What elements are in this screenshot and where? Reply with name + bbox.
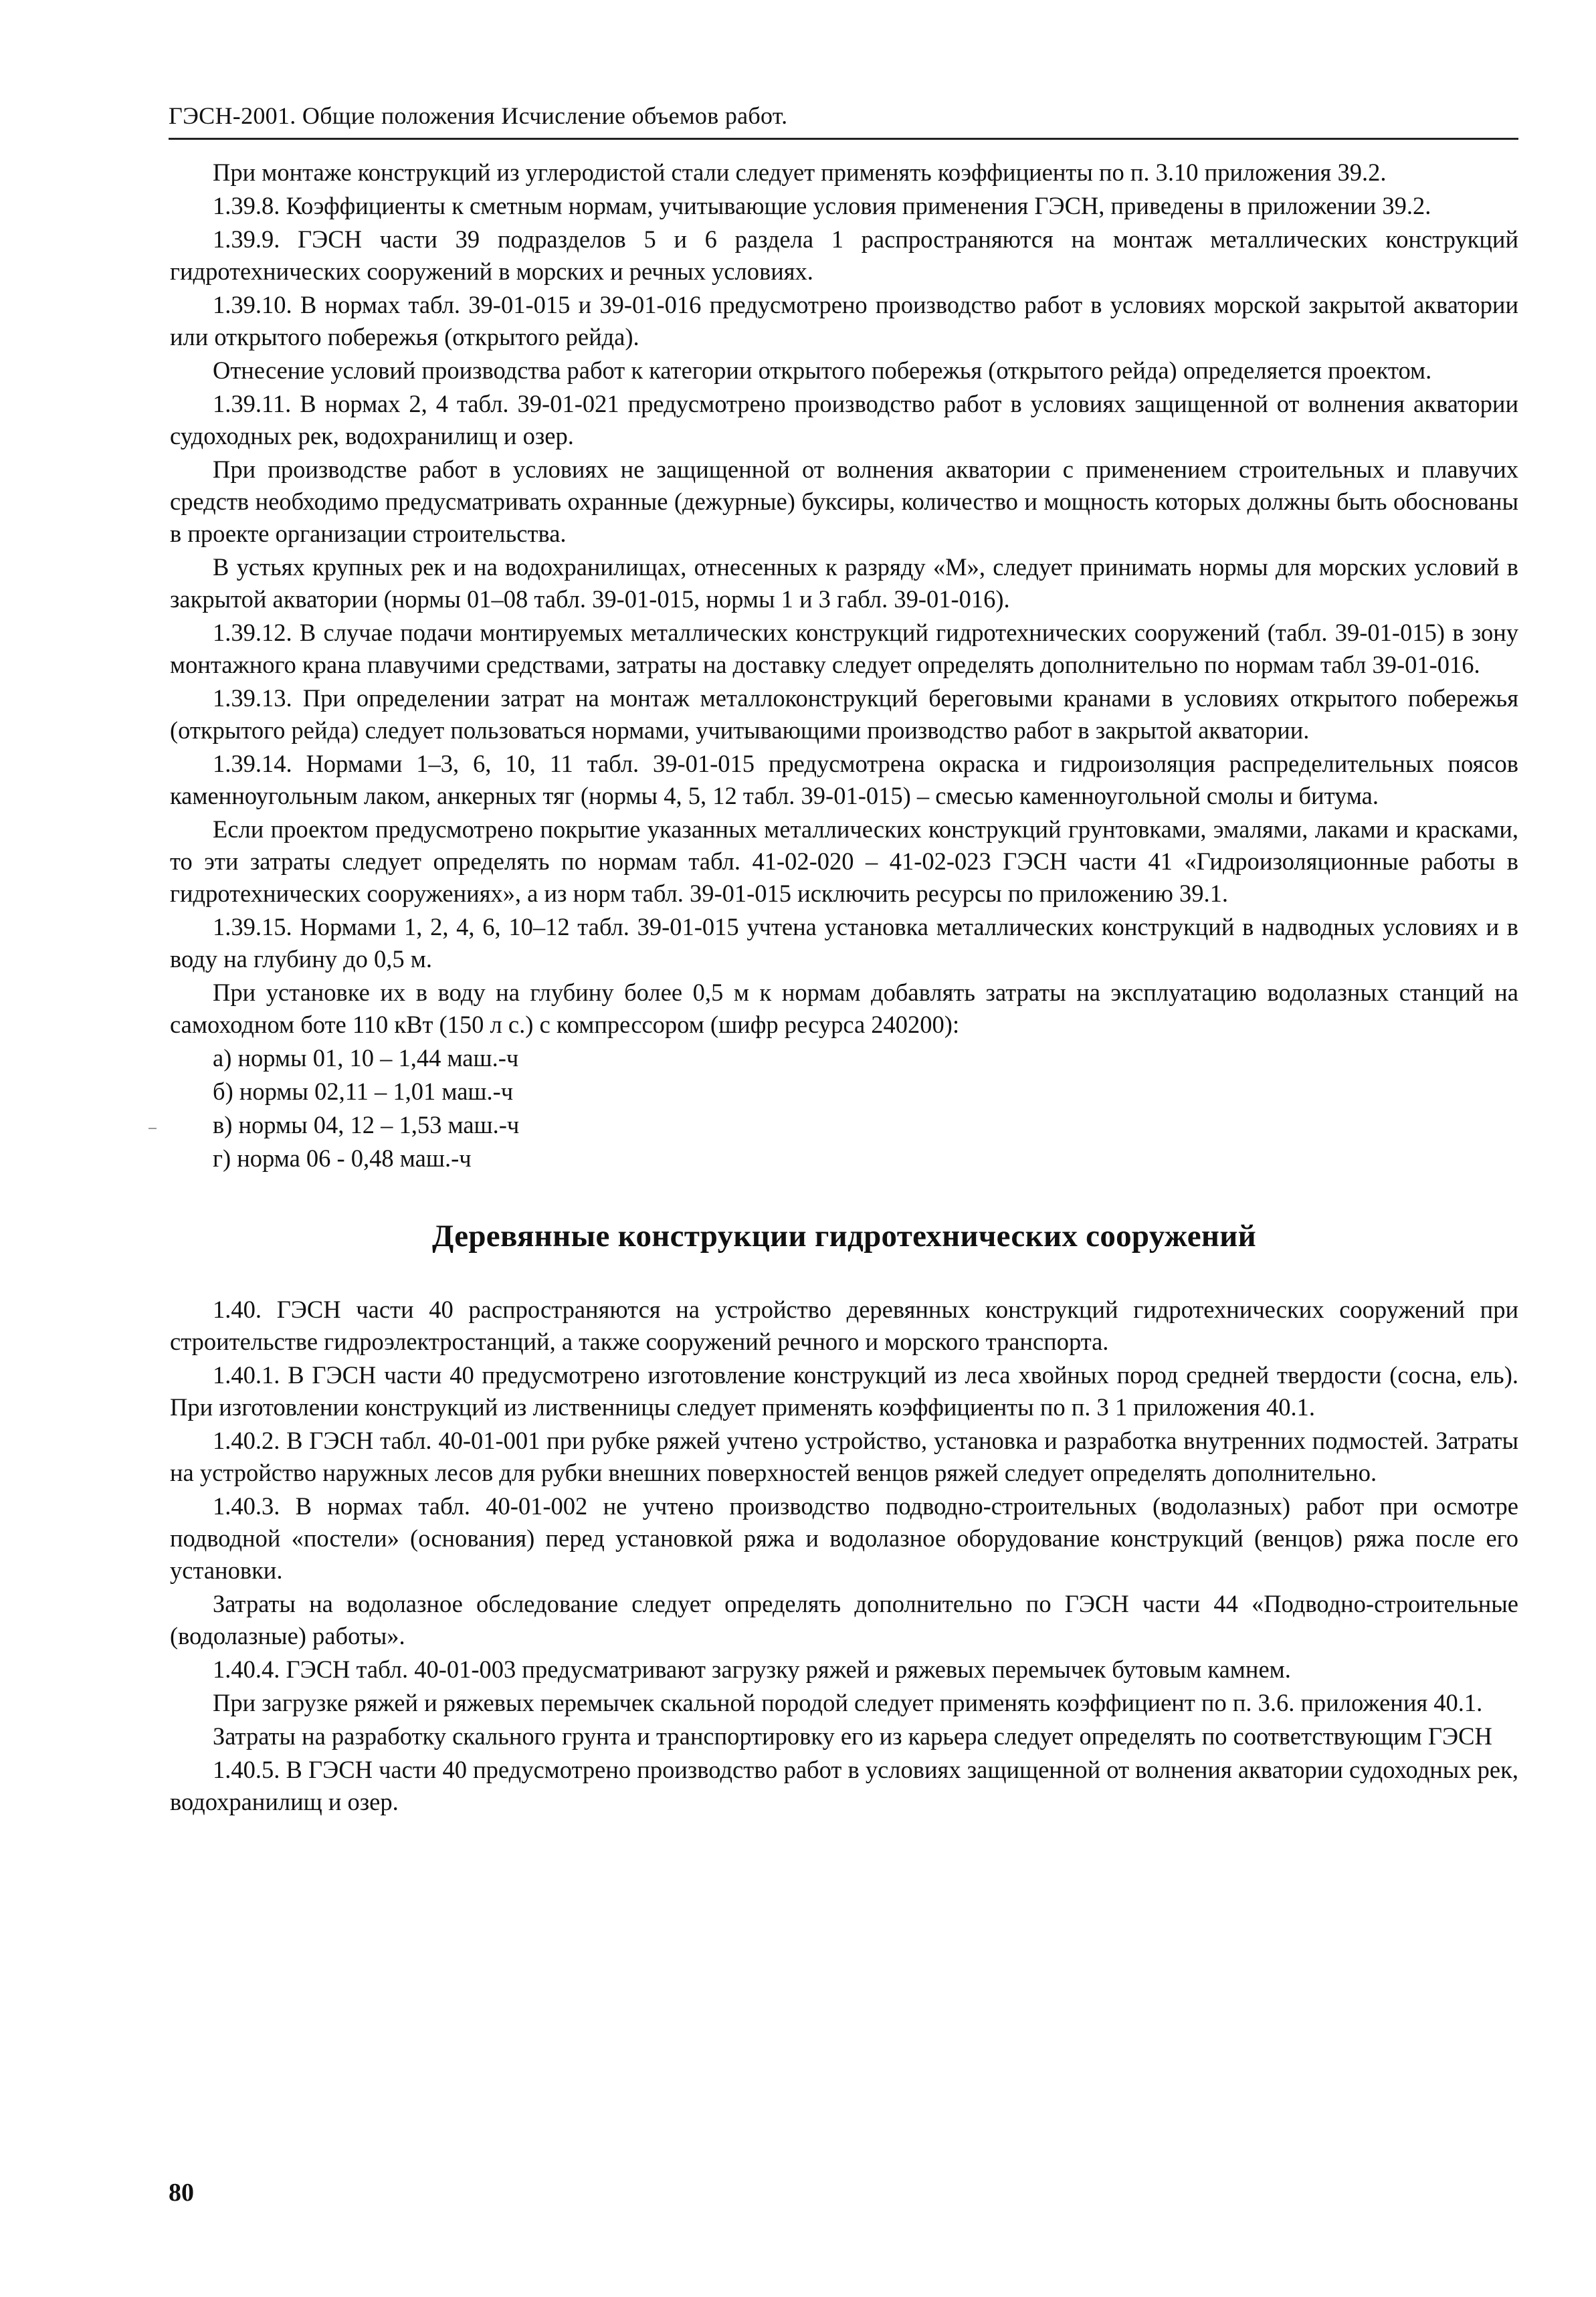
paragraph: 1.39.9. ГЭСН части 39 подразделов 5 и 6 раздела 1 распространяются на монтаж металлических конструкций гидротехнических сооружений в морских и речных условиях. xyxy=(170,225,1518,285)
paragraph: При установке их в воду на глубину более 0,5 м к нормам добавлять затраты на эксплуатацию водолазных станций на самоходном боте 110 кВт (150 л с.) с компрессором (шифр ресурса 240200): xyxy=(170,979,1518,1038)
running-header: ГЭСН-2001. Общие положения Исчисление объемов работ. xyxy=(169,102,788,129)
margin-mark xyxy=(148,1128,157,1129)
paragraph: Если проектом предусмотрено покрытие указанных металлических конструкций грунтовками, эмалями, лаками и красками, то эти затраты следует определять по нормам табл. 41-02-020 – 41-02-023 ГЭСН части 41 «Гидроизоляционные работы в гидротехнических сооружениях», а из норм табл. 39-01-015 исключить ресурсы по приложению 39.1. xyxy=(170,815,1518,907)
paragraph: 1.39.8. Коэффициенты к сметным нормам, учитывающие условия применения ГЭСН, приведены в приложении 39.2. xyxy=(213,192,1431,219)
header-rule xyxy=(169,138,1518,140)
paragraph: 1.40.3. В нормах табл. 40-01-002 не учтено производство подводно-строительных (водолазных) работ при осмотре подводной «постели» (основания) перед установкой ряжа и водолазное оборудование конструкций (венцов) ряжа после его установки. xyxy=(170,1492,1518,1584)
list-item: г) норма 06 - 0,48 маш.-ч xyxy=(213,1144,472,1172)
paragraph: При производстве работ в условиях не защищенной от волнения акватории с применением строительных и плавучих средств необходимо предусматривать охранные (дежурные) буксиры, количество и мощность которых должны быть обоснованы в проекте организации строительства. xyxy=(170,456,1518,547)
section-title: Деревянные конструкции гидротехнических сооружений xyxy=(432,1219,1256,1254)
paragraph: 1.39.10. В нормах табл. 39-01-015 и 39-01-016 предусмотрено производство работ в условиях морской закрытой акватории или открытого побережья (открытого рейда). xyxy=(170,291,1518,351)
paragraph: 1.40.2. В ГЭСН табл. 40-01-001 при рубке ряжей учтено устройство, установка и разработка внутренних подмостей. Затраты на устройство наружных лесов для рубки внешних поверхностей венцов ряжей следует определять дополнительно. xyxy=(170,1427,1518,1486)
paragraph: Отнесение условий производства работ к категории открытого побережья (открытого рейда) определяется проектом. xyxy=(213,357,1432,384)
paragraph: Затраты на водолазное обследование следует определять дополнительно по ГЭСН части 44 «Подводно-строительные (водолазные) работы». xyxy=(170,1590,1518,1650)
paragraph: 1.40.1. В ГЭСН части 40 предусмотрено изготовление конструкций из леса хвойных пород средней твердости (сосна, ель). При изготовлении конструкций из лиственницы следует применять коэффициенты по п. 3 1 приложения 40.1. xyxy=(170,1361,1518,1421)
document-body xyxy=(170,157,1518,1819)
list-item: б) нормы 02,11 – 1,01 маш.-ч xyxy=(213,1078,514,1105)
paragraph: 1.40.4. ГЭСН табл. 40-01-003 предусматривают загрузку ряжей и ряжевых перемычек бутовым камнем. xyxy=(213,1656,1291,1683)
paragraph: 1.39.15. Нормами 1, 2, 4, 6, 10–12 табл. 39-01-015 учтена установка металлических конструкций в надводных условиях и в воду на глубину до 0,5 м. xyxy=(170,913,1518,973)
list-item: а) нормы 01, 10 – 1,44 маш.-ч xyxy=(213,1044,519,1072)
paragraph: 1.39.14. Нормами 1–3, 6, 10, 11 табл. 39-01-015 предусмотрена окраска и гидроизоляция распределительных поясов каменноугольным лаком, анкерных тяг (нормы 4, 5, 12 табл. 39-01-015) – смесью каменноугольной смолы и битума. xyxy=(170,750,1518,809)
paragraph: 1.40.5. В ГЭСН части 40 предусмотрено производство работ в условиях защищенной от волнения акватории судоходных рек, водохранилищ и озер. xyxy=(170,1756,1518,1815)
paragraph: 1.39.11. В нормах 2, 4 табл. 39-01-021 предусмотрено производство работ в условиях защищенной от волнения акватории судоходных рек, водохранилищ и озер. xyxy=(170,390,1518,450)
list-item: в) нормы 04, 12 – 1,53 маш.-ч xyxy=(213,1111,520,1138)
paragraph: При монтаже конструкций из углеродистой стали следует применять коэффициенты по п. 3.10 приложения 39.2. xyxy=(213,159,1387,186)
paragraph: Затраты на разработку скального грунта и транспортировку его из карьера следует определять по соответствующим ГЭСН xyxy=(213,1722,1492,1750)
paragraph: 1.39.13. При определении затрат на монтаж металлоконструкций береговыми кранами в условиях открытого побережья (открытого рейда) следует пользоваться нормами, учитывающими производство работ в закрытой акватории. xyxy=(170,684,1518,744)
paragraph: 1.39.12. В случае подачи монтируемых металлических конструкций гидротехнических сооружений (табл. 39-01-015) в зону монтажного крана плавучими средствами, затраты на доставку следует определять дополнительно по нормам табл 39-01-016. xyxy=(170,619,1518,678)
page-number: 80 xyxy=(169,2179,194,2207)
paragraph: В устьях крупных рек и на водохранилищах, отнесенных к разряду «М», следует принимать нормы для морских условий в закрытой акватории (нормы 01–08 табл. 39-01-015, нормы 1 и 3 габл. 39-01-016). xyxy=(170,553,1518,613)
paragraph: 1.40. ГЭСН части 40 распространяются на устройство деревянных конструкций гидротехнических сооружений при строительстве гидроэлектростанций, а также сооружений речного и морского транспорта. xyxy=(170,1296,1518,1355)
paragraph: При загрузке ряжей и ряжевых перемычек скальной породой следует применять коэффициент по п. 3.6. приложения 40.1. xyxy=(213,1689,1483,1716)
